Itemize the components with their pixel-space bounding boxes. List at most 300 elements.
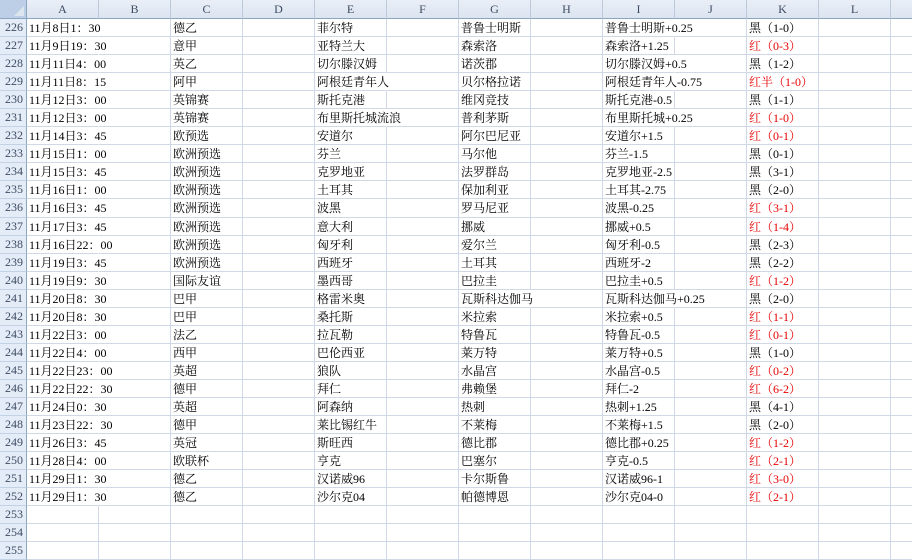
cell-b-empty[interactable] <box>99 163 171 181</box>
cell-j-empty[interactable] <box>675 326 747 344</box>
cell-j-empty[interactable] <box>675 362 747 380</box>
cell-h-empty[interactable] <box>531 380 603 398</box>
cell-opponent[interactable] <box>459 452 531 470</box>
column-header-b[interactable] <box>99 0 171 19</box>
cell-result[interactable] <box>747 55 819 73</box>
cell-result[interactable] <box>747 163 819 181</box>
cell-league[interactable] <box>171 272 243 290</box>
cell-opponent[interactable] <box>459 488 531 506</box>
cell-l-empty[interactable] <box>819 470 891 488</box>
column-header-k[interactable] <box>747 0 819 19</box>
cell-result[interactable] <box>747 434 819 452</box>
cell-j-empty[interactable] <box>675 416 747 434</box>
cell-f-empty[interactable] <box>387 199 459 217</box>
cell-league[interactable] <box>171 398 243 416</box>
cell-team[interactable] <box>315 308 387 326</box>
cell-d-empty[interactable] <box>243 398 315 416</box>
cell-f-empty[interactable] <box>387 326 459 344</box>
cell-b-empty[interactable] <box>99 199 171 217</box>
cell-l-empty[interactable] <box>819 127 891 145</box>
cell-b-empty[interactable] <box>99 55 171 73</box>
cell-date[interactable] <box>27 236 113 254</box>
row-header[interactable] <box>0 470 27 488</box>
cell-result[interactable] <box>747 199 819 217</box>
cell-handicap[interactable] <box>603 434 675 452</box>
cell-team[interactable] <box>315 73 390 91</box>
cell-m-partial[interactable] <box>891 37 912 55</box>
cell-l-empty[interactable] <box>819 73 891 91</box>
cell-j-empty[interactable] <box>675 398 747 416</box>
cell-handicap[interactable] <box>603 272 675 290</box>
cell-team[interactable] <box>315 19 387 37</box>
cell-b-empty[interactable] <box>99 524 171 542</box>
cell-league[interactable] <box>171 127 243 145</box>
cell-h-empty[interactable] <box>531 199 603 217</box>
row-header[interactable] <box>0 290 27 308</box>
cell-f-empty[interactable] <box>387 37 459 55</box>
cell-l-empty[interactable] <box>819 452 891 470</box>
cell-f-empty[interactable] <box>387 254 459 272</box>
cell-handicap[interactable] <box>603 199 675 217</box>
cell-handicap[interactable] <box>603 344 675 362</box>
cell-league[interactable] <box>171 470 243 488</box>
cell-m-partial[interactable] <box>891 19 912 37</box>
cell-league[interactable] <box>171 290 243 308</box>
row-header[interactable] <box>0 308 27 326</box>
cell-d-empty[interactable] <box>243 326 315 344</box>
cell-j-empty[interactable] <box>675 452 747 470</box>
cell-opponent[interactable] <box>459 470 531 488</box>
cell-f-empty[interactable] <box>387 145 459 163</box>
cell-opponent[interactable] <box>459 109 531 127</box>
cell-team[interactable] <box>315 434 387 452</box>
cell-b-empty[interactable] <box>99 542 171 560</box>
cell-d-empty[interactable] <box>243 199 315 217</box>
cell-m-partial[interactable] <box>891 452 912 470</box>
cell-team[interactable] <box>315 380 387 398</box>
cell-j-empty[interactable] <box>675 470 747 488</box>
cell-b-empty[interactable] <box>99 73 171 91</box>
cell-league[interactable] <box>171 524 243 542</box>
row-header[interactable] <box>0 37 27 55</box>
cell-m-partial[interactable] <box>891 290 912 308</box>
cell-handicap[interactable] <box>603 416 675 434</box>
cell-opponent[interactable] <box>459 524 531 542</box>
row-header[interactable] <box>0 19 27 37</box>
cell-team[interactable] <box>315 416 387 434</box>
row-header[interactable] <box>0 272 27 290</box>
cell-team[interactable] <box>315 145 387 163</box>
cell-m-partial[interactable] <box>891 163 912 181</box>
cell-l-empty[interactable] <box>819 19 891 37</box>
cell-result[interactable] <box>747 470 819 488</box>
cell-result[interactable] <box>747 254 819 272</box>
cell-l-empty[interactable] <box>819 506 891 524</box>
cell-date[interactable] <box>27 308 107 326</box>
cell-d-empty[interactable] <box>243 542 315 560</box>
cell-handicap[interactable] <box>603 55 687 73</box>
cell-h-empty[interactable] <box>531 434 603 452</box>
cell-opponent[interactable] <box>459 272 531 290</box>
row-header[interactable] <box>0 199 27 217</box>
cell-l-empty[interactable] <box>819 362 891 380</box>
cell-h-empty[interactable] <box>531 55 603 73</box>
cell-h-empty[interactable] <box>531 272 603 290</box>
cell-h-empty[interactable] <box>531 218 603 236</box>
cell-opponent[interactable] <box>459 542 531 560</box>
cell-league[interactable] <box>171 37 243 55</box>
cell-d-empty[interactable] <box>243 55 315 73</box>
row-header[interactable] <box>0 398 27 416</box>
cell-h-empty[interactable] <box>531 416 603 434</box>
cell-j-empty[interactable] <box>675 145 747 163</box>
cell-f-empty[interactable] <box>387 91 459 109</box>
cell-date[interactable] <box>27 416 113 434</box>
row-header[interactable] <box>0 109 27 127</box>
cell-b-empty[interactable] <box>99 398 171 416</box>
cell-l-empty[interactable] <box>819 91 891 109</box>
cell-j-empty[interactable] <box>675 91 747 109</box>
cell-h-empty[interactable] <box>531 109 603 127</box>
cell-opponent[interactable] <box>459 145 531 163</box>
cell-b-empty[interactable] <box>99 218 171 236</box>
cell-date[interactable] <box>27 452 107 470</box>
row-header[interactable] <box>0 488 27 506</box>
cell-result[interactable] <box>747 344 819 362</box>
cell-result[interactable] <box>747 109 819 127</box>
row-header[interactable] <box>0 326 27 344</box>
cell-j-empty[interactable] <box>675 542 747 560</box>
cell-league[interactable] <box>171 362 243 380</box>
cell-team[interactable] <box>315 181 387 199</box>
cell-l-empty[interactable] <box>819 272 891 290</box>
cell-l-empty[interactable] <box>819 218 891 236</box>
cell-d-empty[interactable] <box>243 19 315 37</box>
row-header[interactable] <box>0 236 27 254</box>
cell-league[interactable] <box>171 254 243 272</box>
cell-d-empty[interactable] <box>243 109 315 127</box>
cell-h-empty[interactable] <box>531 488 603 506</box>
cell-h-empty[interactable] <box>531 19 603 37</box>
cell-result[interactable] <box>747 91 819 109</box>
cell-m-partial[interactable] <box>891 181 912 199</box>
cell-b-empty[interactable] <box>99 272 171 290</box>
cell-h-empty[interactable] <box>531 163 603 181</box>
row-header[interactable] <box>0 91 27 109</box>
cell-handicap[interactable] <box>603 91 675 109</box>
cell-m-partial[interactable] <box>891 109 912 127</box>
cell-h-empty[interactable] <box>531 326 603 344</box>
cell-m-partial[interactable] <box>891 344 912 362</box>
row-header[interactable] <box>0 73 27 91</box>
row-header[interactable] <box>0 145 27 163</box>
cell-opponent[interactable] <box>459 416 531 434</box>
cell-d-empty[interactable] <box>243 470 315 488</box>
cell-date[interactable] <box>27 344 107 362</box>
row-header[interactable] <box>0 524 27 542</box>
cell-date[interactable] <box>27 542 99 560</box>
cell-j-empty[interactable] <box>675 434 747 452</box>
cell-d-empty[interactable] <box>243 434 315 452</box>
cell-date[interactable] <box>27 488 107 506</box>
cell-l-empty[interactable] <box>819 181 891 199</box>
cell-team[interactable] <box>315 470 387 488</box>
cell-league[interactable] <box>171 181 243 199</box>
cell-date[interactable] <box>27 19 99 37</box>
cell-b-empty[interactable] <box>99 308 171 326</box>
cell-l-empty[interactable] <box>819 542 891 560</box>
cell-d-empty[interactable] <box>243 272 315 290</box>
cell-l-empty[interactable] <box>819 109 891 127</box>
cell-m-partial[interactable] <box>891 362 912 380</box>
cell-h-empty[interactable] <box>531 470 603 488</box>
cell-h-empty[interactable] <box>531 254 603 272</box>
cell-j-empty[interactable] <box>675 218 747 236</box>
column-header-c[interactable] <box>171 0 243 19</box>
cell-handicap[interactable] <box>603 488 675 506</box>
cell-h-empty[interactable] <box>531 398 603 416</box>
cell-result[interactable] <box>747 236 819 254</box>
cell-result[interactable] <box>747 145 819 163</box>
cell-opponent[interactable] <box>459 163 531 181</box>
cell-team[interactable] <box>315 542 387 560</box>
cell-team[interactable] <box>315 127 387 145</box>
cell-f-empty[interactable] <box>387 542 459 560</box>
cell-b-empty[interactable] <box>99 434 171 452</box>
cell-result[interactable] <box>747 398 819 416</box>
cell-opponent[interactable] <box>459 506 531 524</box>
cell-d-empty[interactable] <box>243 163 315 181</box>
cell-h-empty[interactable] <box>531 506 603 524</box>
cell-m-partial[interactable] <box>891 73 912 91</box>
column-header-g[interactable] <box>459 0 531 19</box>
cell-date[interactable] <box>27 434 107 452</box>
cell-opponent[interactable] <box>459 362 531 380</box>
cell-f-empty[interactable] <box>387 236 459 254</box>
cell-f-empty[interactable] <box>387 362 459 380</box>
cell-m-partial[interactable] <box>891 91 912 109</box>
cell-j-empty[interactable] <box>675 488 747 506</box>
cell-h-empty[interactable] <box>531 344 603 362</box>
cell-m-partial[interactable] <box>891 488 912 506</box>
row-header[interactable] <box>0 254 27 272</box>
cell-team[interactable] <box>315 37 387 55</box>
column-header-i[interactable] <box>603 0 675 19</box>
cell-m-partial[interactable] <box>891 380 912 398</box>
cell-handicap[interactable] <box>603 452 675 470</box>
cell-f-empty[interactable] <box>387 19 459 37</box>
column-header-l[interactable] <box>819 0 891 19</box>
cell-date[interactable] <box>27 398 107 416</box>
cell-b-empty[interactable] <box>99 19 171 37</box>
cell-handicap[interactable] <box>603 19 693 37</box>
cell-m-partial[interactable] <box>891 524 912 542</box>
row-header[interactable] <box>0 506 27 524</box>
cell-date[interactable] <box>27 127 107 145</box>
cell-b-empty[interactable] <box>99 127 171 145</box>
cell-date[interactable] <box>27 109 107 127</box>
cell-handicap[interactable] <box>603 506 675 524</box>
cell-h-empty[interactable] <box>531 542 603 560</box>
cell-d-empty[interactable] <box>243 344 315 362</box>
cell-l-empty[interactable] <box>819 254 891 272</box>
cell-b-empty[interactable] <box>99 181 171 199</box>
cell-team[interactable] <box>315 218 387 236</box>
cell-date[interactable] <box>27 254 107 272</box>
cell-league[interactable] <box>171 416 243 434</box>
cell-result[interactable] <box>747 73 819 91</box>
cell-b-empty[interactable] <box>99 326 171 344</box>
cell-league[interactable] <box>171 326 243 344</box>
cell-handicap[interactable] <box>603 181 675 199</box>
cell-date[interactable] <box>27 272 107 290</box>
cell-b-empty[interactable] <box>99 91 171 109</box>
cell-f-empty[interactable] <box>387 506 459 524</box>
cell-j-empty[interactable] <box>675 236 747 254</box>
cell-j-empty[interactable] <box>675 506 747 524</box>
cell-team[interactable] <box>315 272 387 290</box>
cell-f-empty[interactable] <box>387 218 459 236</box>
column-header-a[interactable] <box>27 0 99 19</box>
cell-team[interactable] <box>315 362 387 380</box>
cell-d-empty[interactable] <box>243 218 315 236</box>
select-all-corner[interactable] <box>0 0 27 19</box>
cell-f-empty[interactable] <box>387 398 459 416</box>
cell-m-partial[interactable] <box>891 199 912 217</box>
row-header[interactable] <box>0 127 27 145</box>
cell-team[interactable] <box>315 506 387 524</box>
cell-league[interactable] <box>171 163 243 181</box>
cell-d-empty[interactable] <box>243 73 315 91</box>
cell-result[interactable] <box>747 308 819 326</box>
cell-h-empty[interactable] <box>531 290 603 308</box>
cell-team[interactable] <box>315 254 387 272</box>
cell-date[interactable] <box>27 380 113 398</box>
cell-handicap[interactable] <box>603 326 675 344</box>
row-header[interactable] <box>0 362 27 380</box>
cell-team[interactable] <box>315 488 387 506</box>
cell-opponent[interactable] <box>459 218 531 236</box>
cell-date[interactable] <box>27 91 107 109</box>
cell-date[interactable] <box>27 218 107 236</box>
cell-league[interactable] <box>171 199 243 217</box>
cell-h-empty[interactable] <box>531 73 603 91</box>
cell-handicap[interactable] <box>603 37 675 55</box>
cell-league[interactable] <box>171 73 243 91</box>
cell-team[interactable] <box>315 109 402 127</box>
cell-handicap[interactable] <box>603 254 675 272</box>
cell-league[interactable] <box>171 55 243 73</box>
cell-j-empty[interactable] <box>675 163 747 181</box>
cell-d-empty[interactable] <box>243 181 315 199</box>
cell-m-partial[interactable] <box>891 218 912 236</box>
cell-result[interactable] <box>747 37 819 55</box>
cell-opponent[interactable] <box>459 434 531 452</box>
cell-date[interactable] <box>27 199 107 217</box>
cell-h-empty[interactable] <box>531 362 603 380</box>
cell-date[interactable] <box>27 506 99 524</box>
cell-f-empty[interactable] <box>387 452 459 470</box>
cell-f-empty[interactable] <box>387 380 459 398</box>
cell-handicap[interactable] <box>603 470 675 488</box>
cell-l-empty[interactable] <box>819 488 891 506</box>
row-header[interactable] <box>0 55 27 73</box>
cell-date[interactable] <box>27 163 107 181</box>
cell-j-empty[interactable] <box>675 524 747 542</box>
cell-opponent[interactable] <box>459 380 531 398</box>
cell-j-empty[interactable] <box>675 380 747 398</box>
cell-handicap[interactable] <box>603 398 675 416</box>
row-header[interactable] <box>0 218 27 236</box>
cell-result[interactable] <box>747 452 819 470</box>
cell-opponent[interactable] <box>459 344 531 362</box>
cell-b-empty[interactable] <box>99 470 171 488</box>
cell-d-empty[interactable] <box>243 127 315 145</box>
cell-handicap[interactable] <box>603 362 675 380</box>
cell-f-empty[interactable] <box>387 55 459 73</box>
cell-h-empty[interactable] <box>531 181 603 199</box>
cell-m-partial[interactable] <box>891 145 912 163</box>
cell-f-empty[interactable] <box>387 524 459 542</box>
row-header[interactable] <box>0 181 27 199</box>
cell-team[interactable] <box>315 524 387 542</box>
cell-league[interactable] <box>171 506 243 524</box>
cell-f-empty[interactable] <box>387 181 459 199</box>
cell-l-empty[interactable] <box>819 145 891 163</box>
cell-league[interactable] <box>171 542 243 560</box>
cell-result[interactable] <box>747 326 819 344</box>
row-header[interactable] <box>0 416 27 434</box>
cell-l-empty[interactable] <box>819 163 891 181</box>
cell-league[interactable] <box>171 452 243 470</box>
cell-league[interactable] <box>171 19 243 37</box>
cell-m-partial[interactable] <box>891 416 912 434</box>
cell-team[interactable] <box>315 452 387 470</box>
cell-l-empty[interactable] <box>819 398 891 416</box>
cell-m-partial[interactable] <box>891 470 912 488</box>
cell-d-empty[interactable] <box>243 254 315 272</box>
cell-date[interactable] <box>27 290 107 308</box>
cell-d-empty[interactable] <box>243 452 315 470</box>
cell-team[interactable] <box>315 236 387 254</box>
cell-league[interactable] <box>171 344 243 362</box>
cell-date[interactable] <box>27 73 107 91</box>
cell-handicap[interactable] <box>603 380 675 398</box>
cell-handicap[interactable] <box>603 163 675 181</box>
cell-j-empty[interactable] <box>675 308 747 326</box>
cell-opponent[interactable] <box>459 308 531 326</box>
cell-h-empty[interactable] <box>531 236 603 254</box>
cell-l-empty[interactable] <box>819 55 891 73</box>
cell-m-partial[interactable] <box>891 542 912 560</box>
cell-f-empty[interactable] <box>387 434 459 452</box>
cell-opponent[interactable] <box>459 236 531 254</box>
cell-handicap[interactable] <box>603 542 675 560</box>
row-header[interactable] <box>0 452 27 470</box>
cell-league[interactable] <box>171 380 243 398</box>
cell-result[interactable] <box>747 362 819 380</box>
cell-j-empty[interactable] <box>675 127 747 145</box>
column-header-h[interactable] <box>531 0 603 19</box>
cell-handicap[interactable] <box>603 308 675 326</box>
cell-d-empty[interactable] <box>243 362 315 380</box>
cell-opponent[interactable] <box>459 290 534 308</box>
cell-opponent[interactable] <box>459 91 531 109</box>
cell-b-empty[interactable] <box>99 488 171 506</box>
cell-result[interactable] <box>747 416 819 434</box>
cell-league[interactable] <box>171 145 243 163</box>
cell-f-empty[interactable] <box>387 308 459 326</box>
